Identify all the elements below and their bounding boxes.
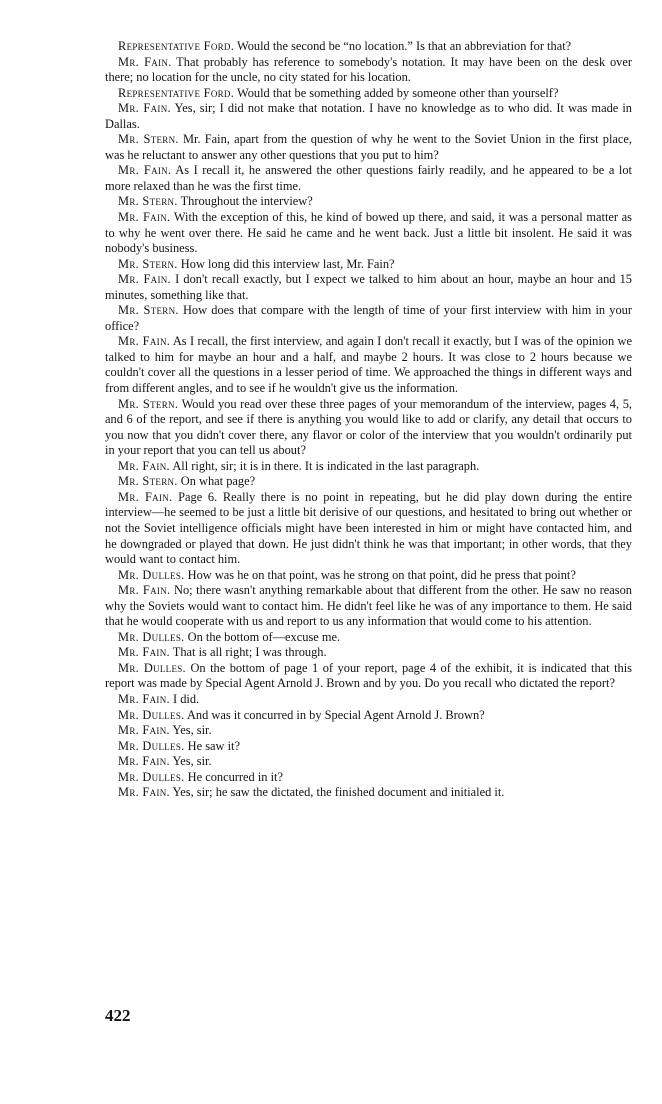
speaker-name: Mr. Fain. [118,691,170,706]
transcript-paragraph [105,132,632,163]
speaker-name: Mr. Stern. [118,474,178,489]
speaker-name: Representative Ford. [118,39,235,53]
speaker-name: Mr. Dulles. [118,738,185,753]
transcript-paragraph [105,459,632,475]
transcript-paragraph [105,490,632,568]
speech-text: As I recall it, he answered the other questions fairly readily, and he appeared to be a lot more relaxed than he was the first time. [105,163,632,193]
speaker-name: Mr. Fain. [118,785,170,800]
speaker-name: Mr. Fain. [118,272,171,287]
speech-text: I don't recall exactly, but I expect we talked to him about an hour, maybe an hour and 15 minutes, something like that. [105,272,633,302]
transcript-body [105,39,632,801]
transcript-paragraph [105,692,632,708]
speaker-name: Mr. Dulles. [118,707,185,722]
transcript-paragraph [105,210,632,257]
speech-text: Throughout the interview? [177,194,313,209]
transcript-paragraph [105,474,632,490]
transcript-paragraph [105,397,632,459]
speech-text: How long did this interview last, Mr. Fain? [177,256,395,271]
speaker-name: Mr. Dulles. [118,567,185,582]
transcript-paragraph [105,708,632,724]
speech-text: How was he on that point, was he strong on that point, did he press that point? [184,567,576,582]
transcript-paragraph [105,739,632,755]
transcript-paragraph [105,163,632,194]
speech-text: Would you read over these three pages of your memorandum of the interview, pages 4, 5, and 6 of the report, and see if there is anything you would like to add or clarify, any detail that occurs to you now that you didn't cover there, any flavor or color of the interview that you wouldn't ordinarily put in your report that you can tell us about? [105,396,633,458]
speaker-name: Mr. Stern. [118,194,178,209]
speaker-name: Mr. Fain. [118,54,172,69]
transcript-paragraph [105,645,632,661]
transcript-paragraph [105,101,632,132]
transcript-paragraph [105,754,632,770]
speech-text: With the exception of this, he kind of bowed up there, and said, it was a personal matter as to why he went over there. He said he came and he went back. Just a little bit insolent. He said it was nobody's business. [105,210,632,256]
transcript-paragraph [105,661,632,692]
speech-text: I did. [169,691,200,706]
speaker-name: Mr. Stern. [118,303,179,318]
speaker-name: Representative Ford. [118,85,235,100]
speech-text: On what page? [177,474,256,489]
speech-text: Yes, sir. [169,723,212,738]
speaker-name: Mr. Fain. [118,210,171,225]
transcript-paragraph [105,583,632,630]
speaker-name: Mr. Fain. [118,101,171,116]
speech-text: On the bottom of page 1 of your report, page 4 of the exhibit, it is indicated that this report was made by Special Agent Arnold J. Brown and by you. Do you recall who dictated the report? [105,660,633,691]
speech-text: No; there wasn't anything remarkable about that different from the other. He saw no reason why the Soviets would want to contact him. He didn't feel like he was of any importance to them. He said that he would cooperate with us and report to us any information that would come to his attention. [105,583,632,629]
speaker-name: Mr. Stern. [118,396,179,411]
transcript-paragraph [105,257,632,273]
speech-text: He saw it? [184,738,240,753]
speech-text: Would that be something added by someone other than yourself? [234,85,559,100]
speech-text: Yes, sir; he saw the dictated, the finished document and initialed it. [169,785,505,800]
speaker-name: Mr. Fain. [118,163,172,178]
speech-text: And was it concurred in by Special Agent Arnold J. Brown? [184,707,485,722]
transcript-paragraph [105,630,632,646]
speaker-name: Mr. Stern. [118,256,178,271]
speaker-name: Mr. Stern. [118,132,179,147]
transcript-paragraph [105,194,632,210]
speech-text: Yes, sir. [169,754,212,769]
speech-text: That is all right; I was through. [169,645,327,660]
speech-text: As I recall, the first interview, and again I don't recall it exactly, but I was of the opinion we talked to him for maybe an hour and a half, and maybe 2 hours. It was close to 2 hours because we couldn't cover all the questions in a lesser period of time. We approached the things in different ways and from different angles, and to see if he wouldn't give us the information. [105,334,632,396]
transcript-paragraph [105,55,632,86]
page-number: 422 [105,1006,131,1025]
transcript-paragraph [105,334,632,396]
speech-text: Page 6. Really there is no point in repeating, but he did play down during the entire interview—he seemed to be just a little bit derisive of our questions, and hesitated to bring out whether or not the Soviet intelligence officials might have been interested in him or might have contacted him, and he downgraded or played that down. He just didn't think he was that important; in other words, that they would want to contact him. [105,489,632,567]
transcript-paragraph [105,770,632,786]
speech-text: That probably has reference to somebody's notation. It may have been on the desk over there; no location for the uncle, no city stated for his location. [105,54,632,85]
transcript-paragraph [105,785,632,801]
speaker-name: Mr. Fain. [118,645,170,660]
transcript-paragraph [105,86,632,102]
transcript-paragraph [105,303,632,334]
speaker-name: Mr. Fain. [118,458,170,473]
transcript-paragraph [105,272,632,303]
speaker-name: Mr. Fain. [118,489,173,504]
speaker-name: Mr. Dulles. [118,769,185,784]
speech-text: Mr. Fain, apart from the question of why he went to the Soviet Union in the first place, was he reluctant to answer any other questions that you put to him? [105,132,632,162]
speech-text: On the bottom of—excuse me. [184,629,341,644]
speaker-name: Mr. Fain. [118,754,170,769]
speech-text: How does that compare with the length of time of your first interview with him in your office? [105,303,632,333]
speech-text: All right, sir; it is in there. It is indicated in the last paragraph. [169,458,480,473]
speaker-name: Mr. Dulles. [118,660,186,675]
speaker-name: Mr. Fain. [118,334,171,349]
transcript-paragraph [105,39,632,55]
speech-text: He concurred in it? [184,769,283,784]
speaker-name: Mr. Dulles. [118,629,185,644]
speech-text: Would the second be “no location.” Is that an abbreviation for that? [234,39,572,53]
speech-text: Yes, sir; I did not make that notation. I have no knowledge as to who did. It was made in Dallas. [105,101,632,131]
speaker-name: Mr. Fain. [118,583,171,598]
speaker-name: Mr. Fain. [118,723,170,738]
transcript-paragraph [105,568,632,584]
transcript-paragraph [105,723,632,739]
